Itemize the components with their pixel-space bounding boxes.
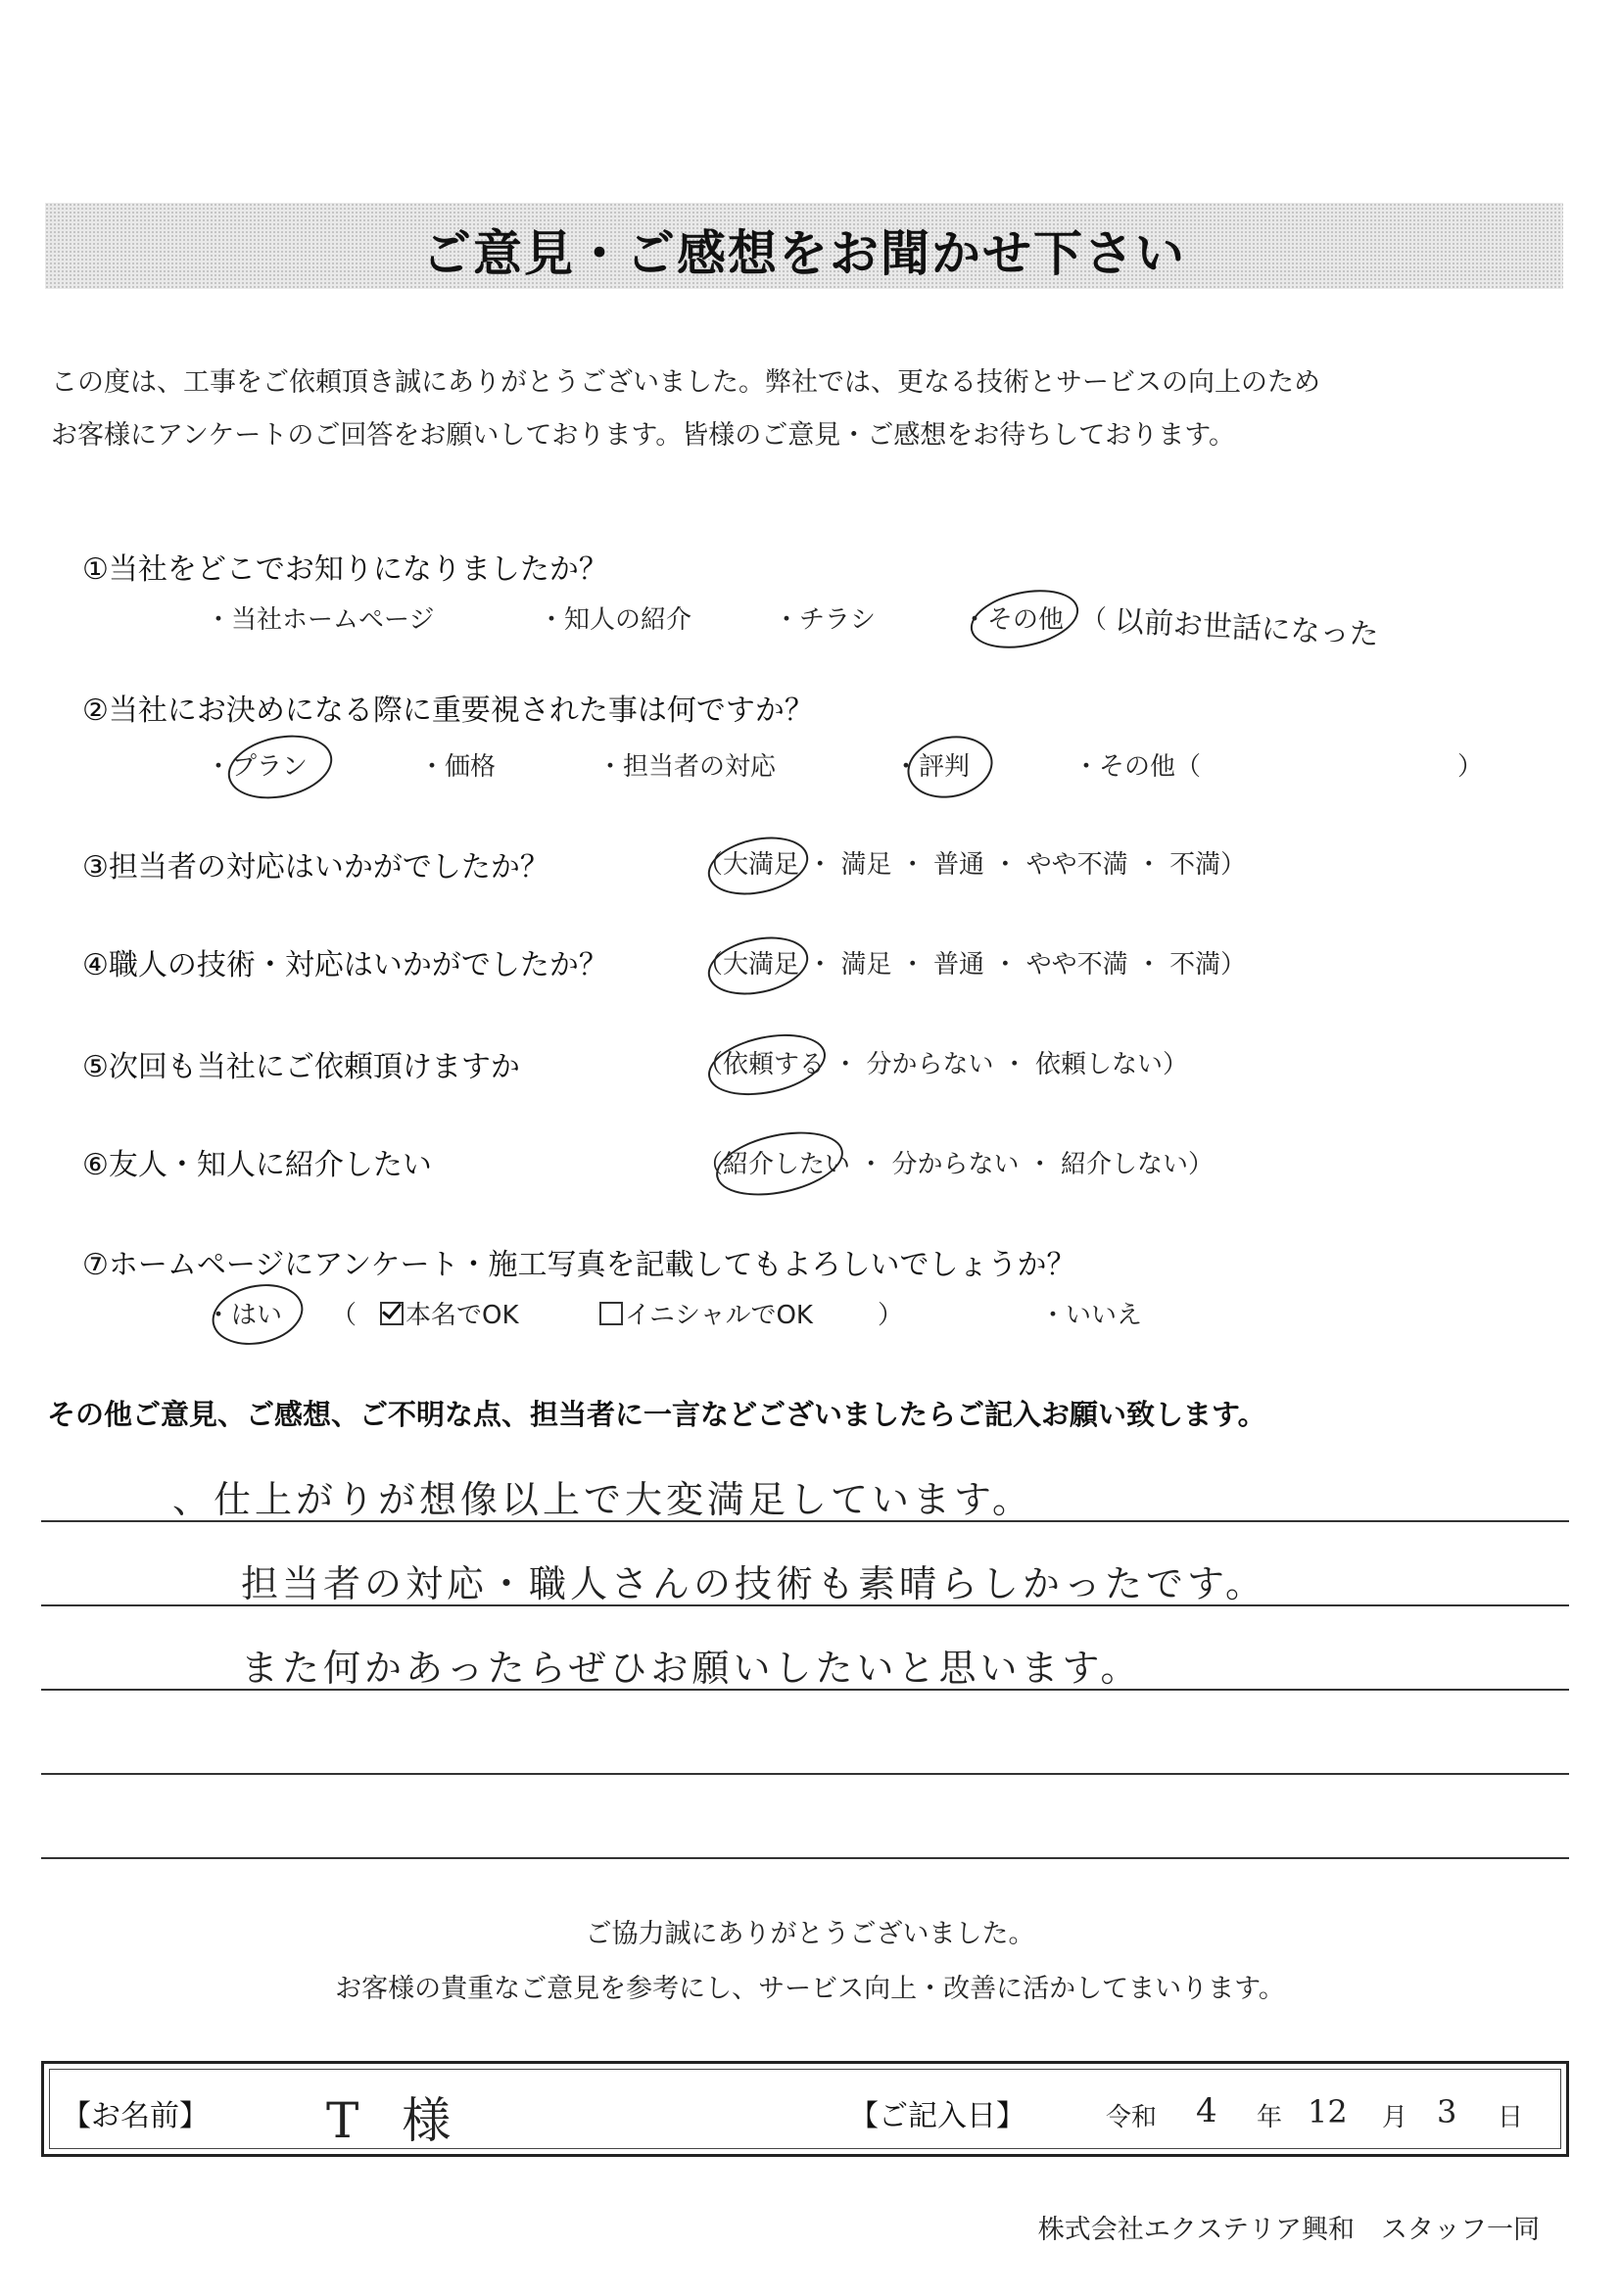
thanks-line-1: ご協力誠にありがとうございました。 — [585, 1919, 1035, 1949]
real-name-label: 本名でOK — [405, 1301, 519, 1330]
question-4: ④職人の技術・対応はいかがでしたか？ — [82, 948, 608, 982]
q2-option-staff[interactable]: ・担当者の対応 — [597, 752, 777, 782]
date-year-unit: 年 — [1257, 2103, 1283, 2132]
q7-paren-close: ） — [878, 1301, 904, 1330]
q5-scale[interactable]: （依頼する ・ 分からない ・ 依頼しない） — [697, 1050, 1189, 1079]
question-3: ③担当者の対応はいかがでしたか？ — [82, 850, 549, 885]
q1-other-handwritten: 以前お世話になった — [1114, 603, 1380, 653]
q1-option-homepage[interactable]: ・当社ホームページ — [206, 605, 435, 635]
q7-option-yes[interactable]: ・はい — [206, 1301, 283, 1330]
comment-rule-5 — [41, 1857, 1569, 1859]
q1-option-referral[interactable]: ・知人の紹介 — [539, 605, 692, 635]
page-title: ご意見・ご感想をお聞かせ下さい — [422, 225, 1186, 282]
q2-other-close: ） — [1457, 752, 1484, 782]
q2-option-reputation[interactable]: ・評判 — [893, 752, 971, 782]
initial-label: イニシャルでOK — [625, 1301, 813, 1330]
q1-other-paren: （ — [1081, 605, 1108, 635]
comments-prompt: その他ご意見、ご感想、ご不明な点、担当者に一言などございましたらご記入お願い致します。 — [47, 1398, 1266, 1431]
comment-line-2: 担当者の対応・職人さんの技術も素晴らしかったです。 — [241, 1562, 1266, 1605]
date-month[interactable]: 12 — [1308, 2093, 1348, 2130]
date-month-unit: 月 — [1382, 2103, 1408, 2132]
q7-real-name-option[interactable] — [380, 1295, 519, 1331]
comment-rule-3 — [41, 1689, 1569, 1691]
comment-rule-4 — [41, 1773, 1569, 1775]
q7-paren-open: （ — [331, 1301, 357, 1330]
comment-rule-1 — [41, 1520, 1569, 1522]
date-year[interactable]: 4 — [1196, 2091, 1217, 2130]
q1-option-other[interactable]: ・その他 — [962, 605, 1065, 635]
q6-scale[interactable]: （紹介したい ・ 分からない ・ 紹介しない） — [697, 1150, 1215, 1179]
question-7: ⑦ホームページにアンケート・施工写真を記載してもよろしいでしょうか？ — [82, 1248, 1076, 1282]
intro-line-2: お客様にアンケートのご回答をお願いしております。皆様のご意見・ご感想をお待ちしております。 — [51, 420, 1236, 451]
title-band — [45, 203, 1563, 289]
q1-option-flyer[interactable]: ・チラシ — [774, 605, 877, 635]
intro-line-1: この度は、工事をご依頼頂き誠にありがとうございました。弊社では、更なる技術とサービスの向上のため — [51, 367, 1320, 398]
comment-line-3: また何かあったらぜひお願いしたいと思います。 — [241, 1647, 1142, 1690]
question-2: ②当社にお決めになる際に重要視された事は何ですか？ — [82, 694, 814, 728]
question-1: ①当社をどこでお知りになりましたか？ — [82, 552, 608, 587]
company-footer: 株式会社エクステリア興和 スタッフ一同 — [1037, 2215, 1540, 2245]
date-day[interactable]: 3 — [1437, 2093, 1457, 2130]
q7-option-no[interactable]: ・いいえ — [1040, 1301, 1143, 1330]
comment-rule-2 — [41, 1604, 1569, 1606]
date-label: 【ご記入日】 — [849, 2099, 1025, 2133]
q2-option-price[interactable]: ・価格 — [419, 752, 497, 782]
comment-line-1: 、仕上がりが想像以上で大変満足しています。 — [172, 1478, 1033, 1521]
date-era: 令和 — [1106, 2103, 1158, 2132]
thanks-line-2: お客様の貴重なご意見を参考にし、サービス向上・改善に活かしてまいります。 — [335, 1974, 1285, 2004]
q2-option-other[interactable]: ・その他（ — [1073, 752, 1202, 782]
real-name-checkbox[interactable] — [380, 1302, 404, 1325]
signature-box — [41, 2061, 1569, 2157]
question-6: ⑥友人・知人に紹介したい — [82, 1148, 432, 1182]
q3-scale[interactable]: （大満足 ・ 満足 ・ 普通 ・ やや不満 ・ 不満） — [697, 850, 1247, 880]
initial-checkbox[interactable] — [599, 1302, 623, 1325]
q2-option-plan[interactable]: ・プラン — [206, 752, 309, 782]
q4-scale[interactable]: （大満足 ・ 満足 ・ 普通 ・ やや不満 ・ 不満） — [697, 950, 1247, 980]
name-label: 【お名前】 — [62, 2099, 209, 2133]
date-day-unit: 日 — [1498, 2103, 1524, 2132]
question-5: ⑤次回も当社にご依頼頂けますか — [82, 1050, 520, 1084]
q7-initial-option[interactable] — [599, 1295, 813, 1331]
name-value[interactable]: T 様 — [326, 2092, 465, 2149]
